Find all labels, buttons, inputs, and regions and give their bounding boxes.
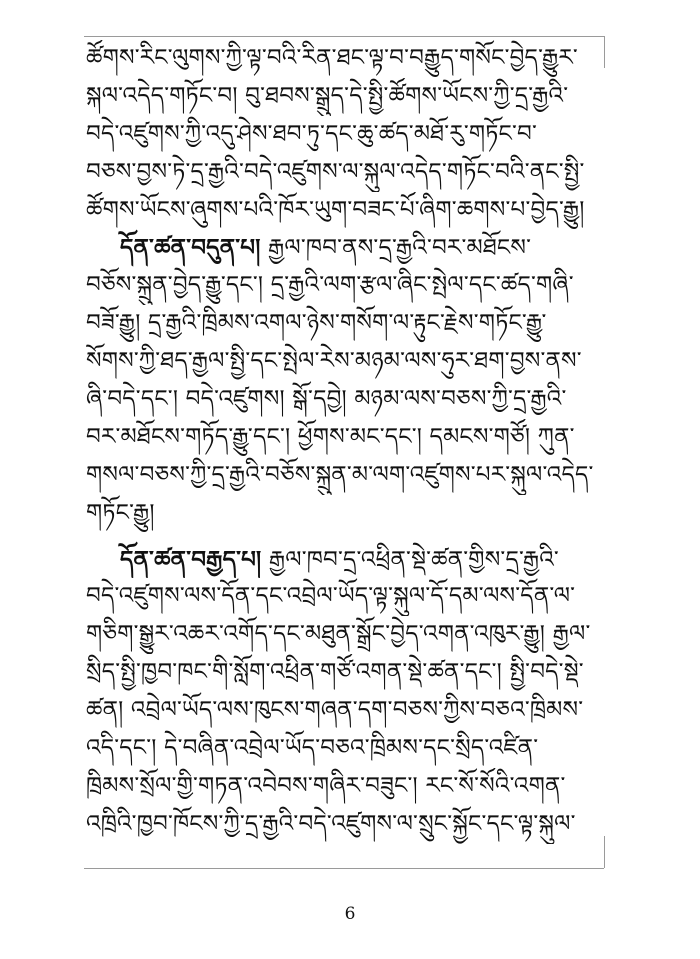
text-line: ཞི་བདེ་དང་། བདེ་འཛུགས། སྒོ་དབྱེ། མཉམ་ལས་བཅས་ཀྱི་དྲ་རྒྱའི་ [86,386,567,413]
text-line: གཅིག་སྒྱུར་འཆར་འགོད་དང་མཐུན་སྒྲོང་བྱེད་འགན་འཁུར་རྒྱུ། རྒྱལ་ [86,621,591,648]
text-line: འདི་དང་། དེ་བཞིན་འབྲེལ་ཡོད་བཅའ་ཁྲིམས་དང་སྲིད་འཛིན་ [86,735,539,762]
article-7-line [86,229,606,267]
text-line: ཁྲིམས་སྲོལ་གྱི་གཏན་འབེབས་གཞིར་བཟུང་། རང་སོ་སོའི་འགན་ [86,772,566,799]
text-line: བར་མཐོངས་གཏོད་རྒྱུ་དང་། ཕྱོགས་མང་དང་། དམངས་གཙོ། ཀུན་ [86,423,575,450]
text-line: ཚོགས་རིང་ལུགས་ཀྱི་ལྟ་བའི་རིན་ཐང་ལྟ་བ་བརྒྱུད་གསོང་བྱེད་རྒྱུར་ [86,45,578,71]
text-line: བཅས་བྱས་ཏེ་དྲ་རྒྱའི་བདེ་འཛུགས་ལ་སྐུལ་འདེད་གཏོང་བའི་ནང་སྤྱི་ [86,158,585,185]
bottom-rule [84,868,604,869]
text-line: སོགས་ཀྱི་ཐད་རྒྱལ་སྤྱི་དང་སྤེལ་རེས་མཉམ་ལས་ཧུར་ཐག་བྱས་ནས་ [86,348,582,375]
article-heading-8: དོན་ཚན་བརྒྱད་པ། [120,545,262,573]
text-line: གསལ་བཅས་ཀྱི་དྲ་རྒྱའི་བཅོས་སྐྲུན་མ་ལག་འཛུགས་པར་སྐུལ་འདེད་ [86,461,594,488]
text-line: སྲིད་སྤྱི་ཁྱབ་ཁང་གི་སློག་འཕྲིན་གཙོ་འགན་སྡེ་ཚན་དང་། སྤྱི་བདེ་སྡེ་ [86,659,584,686]
text-run: རྒྱལ་ཁབ་དྲ་འཕྲིན་སྡེ་ཚན་གྱིས་དྲ་རྒྱའི་ [268,546,559,573]
text-run: རྒྱལ་ཁབ་ནས་དྲ་རྒྱའི་བར་མཐོངས་ [268,235,532,262]
text-line: བཟོ་རྒྱུ། དྲ་རྒྱའི་ཁྲིམས་འགལ་ཉེས་གསོག་ལ་རྟུང་རྗེས་གཏོང་རྒྱུ་ [86,310,547,337]
body-text [86,40,606,844]
text-line: བདེ་འཛུགས་ལས་དོན་དང་འབྲེལ་ཡོད་ལྟ་སྐུལ་དོ་དམ་ལས་དོན་ལ་ [86,583,576,610]
top-rule [84,36,604,37]
text-line: བཅོས་སྐྲུན་བྱེད་རྒྱུ་དང་། དྲ་རྒྱའི་ལག་རྩལ་ཞིང་སྤེལ་དང་ཚད་གཞི་ [86,272,574,299]
article-8-line [86,541,606,579]
text-line: གཏོང་རྒྱུ། [86,499,155,526]
text-line: འཁྲིའི་ཁྱབ་ཁོངས་ཀྱི་དྲ་རྒྱའི་བདེ་འཛུགས་ལ་སྲུང་སྐྱོང་དང་ལྟ་སྐུལ་ [86,810,576,837]
bottom-side-rule [604,836,605,868]
text-line: ཚོགས་ཡོངས་ཞུགས་པའི་ཁོར་ཡུག་བཟང་པོ་ཞིག་ཆགས་པ་བྱེད་རྒྱུ། [86,196,585,223]
page-number: 6 [344,904,356,924]
text-line: བདེ་འཛུགས་ཀྱི་འདུ་ཤེས་ཐབ་ཏུ་དང་ཆུ་ཚད་མཐོ་རུ་གཏོང་བ་ [86,120,537,147]
text-line: སྐལ་འདེད་གཏོང་བ། བུ་ཐབས་སྒྲུད་དེ་སྤྱི་ཚོགས་ཡོངས་ཀྱི་དྲ་རྒྱའི་ [86,82,569,109]
article-heading-7: དོན་ཚན་བདུན་པ། [120,234,261,262]
text-line: ཚན། འབྲེལ་ཡོད་ལས་ཁུངས་གཞན་དག་བཅས་ཀྱིས་བཅའ་ཁྲིམས་ [86,697,584,724]
